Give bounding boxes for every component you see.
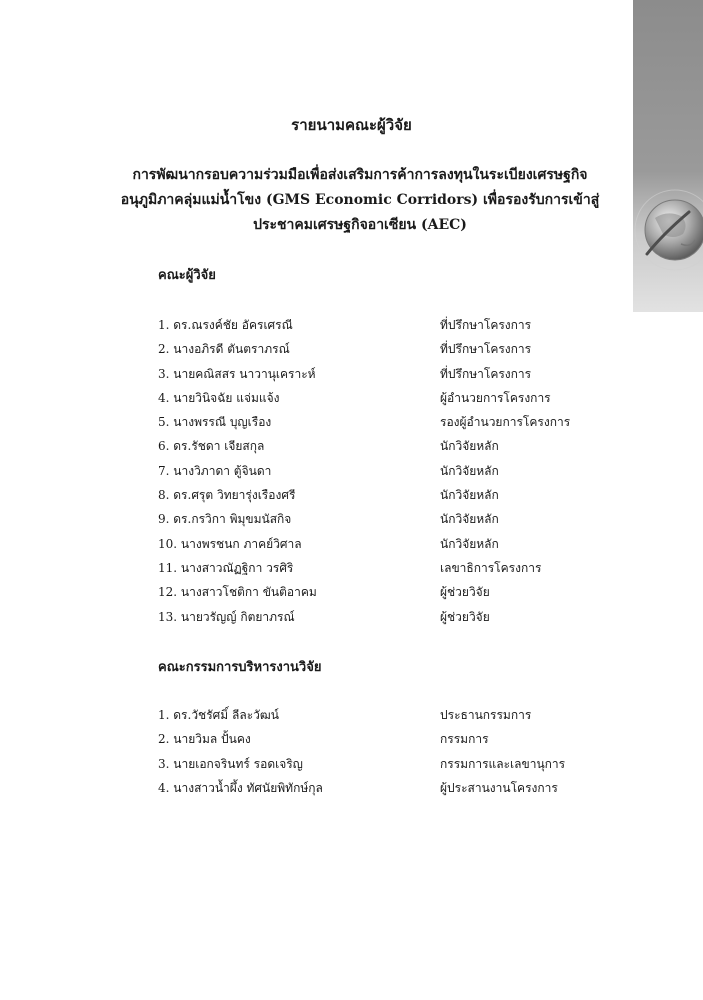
member-name: 9. ดร.กรวิกา พิมุขมนัสกิจ (158, 512, 292, 527)
list-item (158, 434, 598, 458)
list-item (158, 337, 598, 361)
research-team-list (158, 313, 598, 629)
member-role: ที่ปรึกษาโครงการ (440, 366, 532, 381)
member-name: 13. นายวรัญญ์ กิตยาภรณ์ (158, 609, 295, 624)
member-role: ผู้ช่วยวิจัย (440, 609, 490, 624)
member-name: 4. นายวินิจฉัย แจ่มแจ้ง (158, 390, 280, 405)
list-item (158, 507, 598, 531)
list-item (158, 483, 598, 507)
member-role: กรรมการและเลขานุการ (440, 756, 566, 771)
list-item (158, 727, 598, 751)
member-name: 2. นางอภิรดี ตันตราภรณ์ (158, 342, 290, 357)
member-name: 1. ดร.ณรงค์ชัย อัครเศรณี (158, 318, 293, 332)
report-subtitle (100, 163, 620, 238)
subtitle-line: อนุภูมิภาคลุ่มแม่น้ำโขง (GMS Economic Corridors) เพื่อรองรับการเข้าสู่ (120, 192, 600, 208)
list-item (158, 313, 598, 337)
member-name: 5. นางพรรณี บุญเรือง (158, 415, 272, 430)
committee-heading: คณะกรรมการบริหารงานวิจัย (158, 660, 322, 675)
member-name: 12. นางสาวโชติกา ขันติอาคม (158, 585, 317, 600)
list-item (158, 362, 598, 386)
member-role: กรรมการ (440, 732, 489, 747)
member-name: 11. นางสาวณัฏฐิกา วรศิริ (158, 560, 294, 575)
member-role: เลขาธิการโครงการ (440, 560, 542, 575)
member-role: ที่ปรึกษาโครงการ (440, 342, 532, 357)
list-item (158, 703, 598, 727)
member-name: 3. นายเอกจรินทร์ รอดเจริญ (158, 756, 303, 771)
list-item (158, 410, 598, 434)
member-name: 3. นายคณิสสร นาวานุเคราะห์ (158, 366, 316, 381)
member-role: ผู้อำนวยการโครงการ (440, 390, 551, 405)
member-name: 10. นางพรชนก ภาคย์วิศาล (158, 536, 302, 551)
member-name: 8. ดร.ศรุต วิทยารุ่งเรืองศรี (158, 488, 296, 503)
member-role: รองผู้อำนวยการโครงการ (440, 415, 571, 430)
member-role: นักวิจัยหลัก (440, 463, 499, 478)
list-item (158, 556, 598, 580)
list-item (158, 752, 598, 776)
list-item (158, 386, 598, 410)
member-role: นักวิจัยหลัก (440, 439, 499, 454)
member-role: นักวิจัยหลัก (440, 488, 499, 503)
member-role: ผู้ช่วยวิจัย (440, 585, 490, 600)
subtitle-line: ประชาคมเศรษฐกิจอาเซียน (AEC) (253, 217, 467, 233)
side-tab (633, 0, 703, 312)
list-item (158, 605, 598, 629)
list-item (158, 776, 598, 800)
member-role: ที่ปรึกษาโครงการ (440, 318, 532, 332)
list-item (158, 459, 598, 483)
subtitle-line: การพัฒนากรอบความร่วมมือเพื่อส่งเสริมการค้าการลงทุนในระเบียงเศรษฐกิจ (132, 167, 588, 183)
member-role: ประธานกรรมการ (440, 708, 532, 722)
member-name: 2. นายวิมล ปั้นคง (158, 732, 251, 747)
member-name: 6. ดร.รัชดา เจียสกุล (158, 439, 265, 454)
member-name: 1. ดร.วัชรัศมิ์ ลีละวัฒน์ (158, 708, 279, 722)
committee-list (158, 703, 598, 800)
member-role: ผู้ประสานงานโครงการ (440, 780, 558, 795)
member-name: 4. นางสาวน้ำผึ้ง ทัศนัยพิทักษ์กุล (158, 780, 323, 795)
list-item (158, 580, 598, 604)
member-role: นักวิจัยหลัก (440, 512, 499, 527)
list-item (158, 532, 598, 556)
member-role: นักวิจัยหลัก (440, 536, 499, 551)
research-team-heading: คณะผู้วิจัย (158, 268, 216, 283)
page-title: รายนามคณะผู้วิจัย (291, 116, 412, 134)
member-name: 7. นางวิภาดา ตู้จินดา (158, 463, 272, 478)
globe-icon (633, 170, 703, 312)
